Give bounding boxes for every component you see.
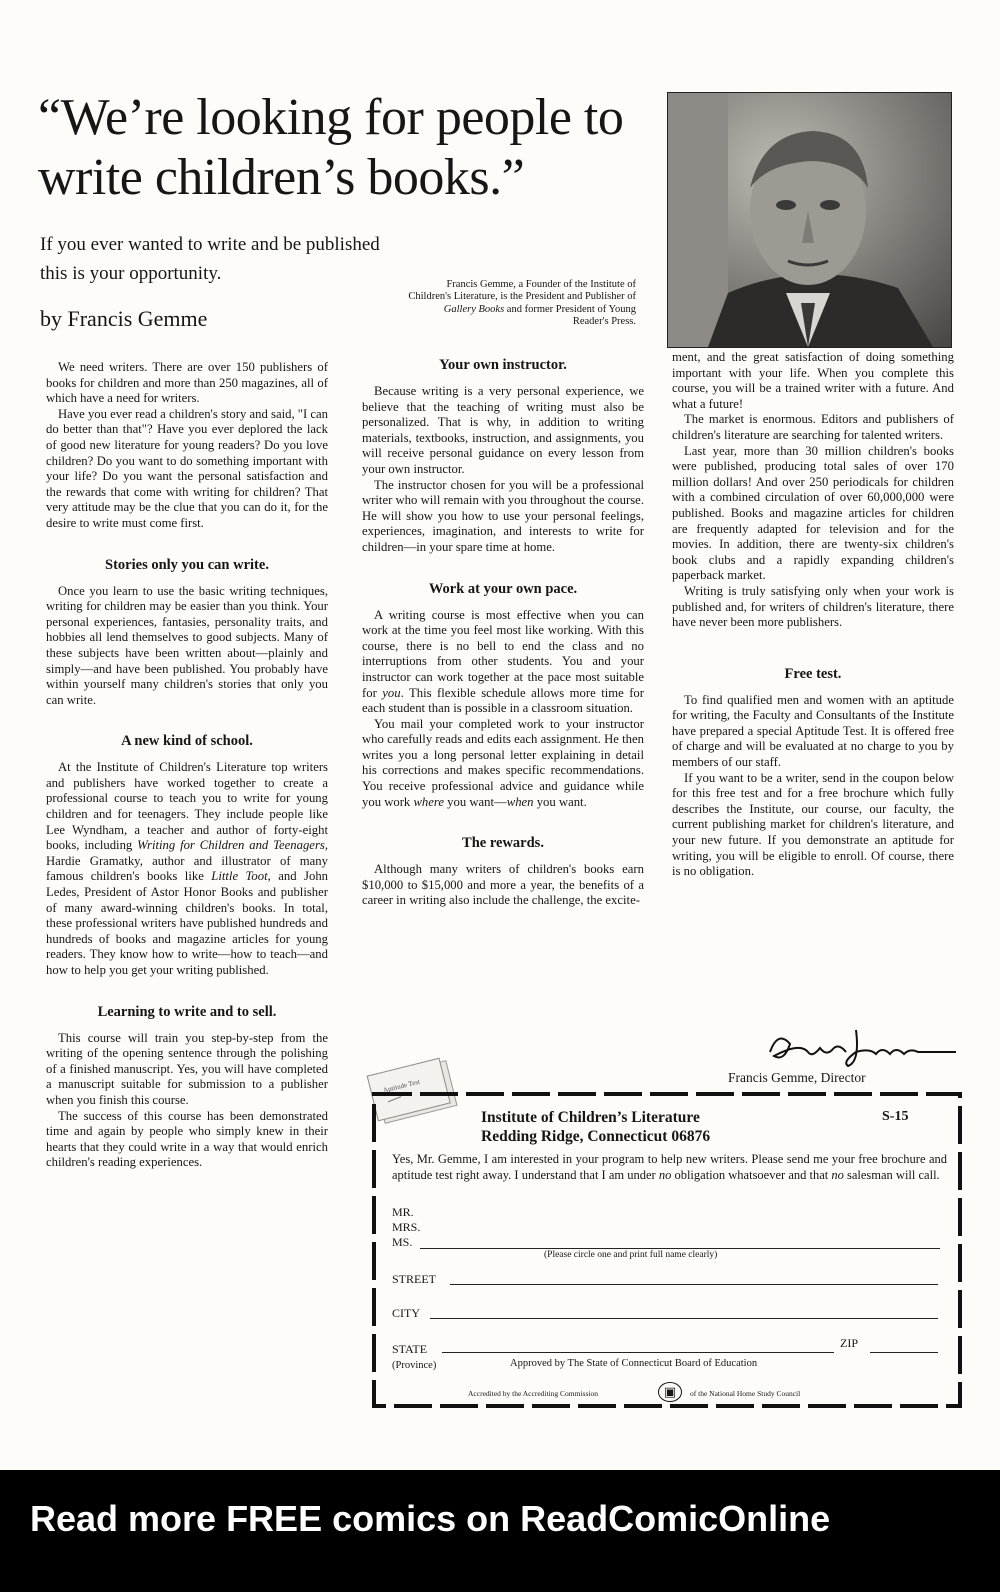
coupon-body-text: Yes, Mr. Gemme, I am interested in your program to help new writers. Please send me your free brochure and aptitude test right away. I understand that I am under no obligation whatsoever and that no salesman will call. [392,1152,947,1182]
booklet-title: Aptitude Test [382,1077,421,1095]
accreditation-seal-icon: ▣ [658,1382,682,1402]
pace-paragraph-2: You mail your completed work to your instructor who carefully reads and edits each assignment. He then writes you a long personal letter explaining in detail his corrections and makes specific recommendations. You receive professional advice and guidance while you work where you want—when you want. [362,716,644,809]
subheadline: If you ever wanted to write and be published this is your opportunity. [40,234,380,284]
accreditation-note-left: Accredited by the Accrediting Commission [468,1389,598,1398]
approval-note: Approved by The State of Connecticut Board of Education [510,1358,758,1369]
city-label: CITY [392,1306,420,1320]
signature-image [760,1022,960,1072]
section-heading-free-test: Free test. [784,665,842,682]
pace-paragraph-1: A writing course is most effective when you can work at the time you feel most like working. With this course, there is no bell to end the class and no interruptions from other students. You and your instructor can work together at the pace most suitable for you. This flexible schedule allows more time for each student than is possible in a classroom situation. [362,607,644,716]
order-coupon [372,1092,962,1408]
name-field-hint: (Please circle one and print full name clearly) [544,1250,718,1260]
street-input-line[interactable] [450,1270,938,1285]
title-option-mr[interactable]: MR. [392,1205,414,1219]
intro-paragraph-1: We need writers. There are over 150 publishers of books for children and more than 250 magazines, all of which have a need for writers. [46,360,328,406]
column-2 [362,356,644,909]
continued-paragraph: ment, and the great satisfaction of doing something important with your life. When you complete this course, you will be a trained writer with a future. And what a future! [672,350,954,411]
section-heading-instructor: Your own instructor. [439,357,567,373]
city-input-line[interactable] [430,1304,938,1319]
learning-paragraph-2: The success of this course has been demonstrated time and again by people who simply knew in their hearts that they could write in a way that would enrich children's reading experiences. [46,1108,328,1170]
headline: “We’re looking for people to write children’s books.” [38,89,624,206]
photo-caption: Francis Gemme, a Founder of the Institute of Children's Literature, is the President and Publisher of Gallery Books and former President of Young Reader's Press. [408,279,636,328]
free-test-paragraph-1: To find qualified men and women with an aptitude for writing, the Faculty and Consultants of the Institute have prepared a special Aptitude Test. It is offered free of charge and will be evaluated at no charge to you by members of our staff. [672,692,954,770]
market-paragraph-3: Writing is truly satisfying only when your work is published and, for writers of children's literature, there have never been more publishers. [672,583,954,630]
footer-promo-text[interactable]: Read more FREE comics on ReadComicOnline [30,1498,831,1539]
accreditation-note-right: of the National Home Study Council [690,1389,801,1398]
byline: by Francis Gemme [40,306,208,331]
director-name: Francis Gemme, Director [728,1070,866,1085]
footer-banner[interactable] [0,1470,1000,1592]
market-paragraph-1: The market is enormous. Editors and publishers of children's literature are searching for talented writers. [672,412,954,442]
section-heading-school: A new kind of school. [121,733,253,750]
state-label: STATE [392,1342,428,1356]
coupon-institute-address: Institute of Children’s Literature Redding Ridge, Connecticut 06876 [481,1109,711,1145]
state-input-line[interactable] [442,1338,834,1353]
section-heading-rewards: The rewards. [462,835,544,852]
title-option-ms[interactable]: MS. [392,1235,413,1249]
author-portrait-image [668,93,951,347]
rewards-paragraph: Although many writers of children's books earn $10,000 to $15,000 and more a year, the benefits of a career in writing also include the challenge, the excite- [362,862,644,908]
zip-label: ZIP [840,1336,858,1350]
name-input-line[interactable] [420,1234,940,1249]
intro-paragraph-2: Have you ever read a children's story and said, "I can do better than that"? Have you ever deplored the lack of good new literature for young readers? Do you love children? Do you want to do something important with your life? Do you want the personal satisfaction and the rewards that come with writing for children? That very attitude may be the clue that you can do it, for the desire to write must come first. [46,406,328,530]
coupon-code: S-15 [882,1109,909,1124]
instructor-paragraph-1: Because writing is a very personal experience, we believe that the teaching of writing must also be personalized. That is why, in addition to writing materials, textbooks, instruction, and assignments, you will receive personal guidance on every lesson from your own instructor. [362,384,644,476]
column-3 [672,350,954,880]
section-heading-learning: Learning to write and to sell. [97,1003,277,1020]
street-label: STREET [392,1272,436,1286]
section-heading-stories: Stories only you can write. [105,556,269,573]
free-test-paragraph-2: If you want to be a writer, send in the coupon below for this free test and for a free brochure which fully describes the Institute, our course, our faculty, the current publishing market for children's literature, and your new future. If you demonstrate an aptitude for writing, you will be eligible to enroll. Of course, there is no obligation. [672,770,954,879]
author-photo [667,92,952,348]
stories-paragraph: Once you learn to use the basic writing techniques, writing for children may be easier than you think. Your personal experiences, fantasies, personality traits, and hobbies all lend themselves to good subjects. Many of these subjects have been written about—plainly and simply—and have been published. You probably have within yourself many children's stories that only you can write. [46,583,328,707]
column-1 [46,360,328,1171]
market-paragraph-2: Last year, more than 30 million children's books were published, producing total sales of over 170 million dollars! And over 250 periodicals for children with a combined circulation of over 60,000,000 were published. Books and magazine articles for children are frequently adapted for television and for the movies. In addition, there are twenty-six children's book clubs and a rapidly expanding children's paperback market. [672,443,954,583]
instructor-paragraph-2: The instructor chosen for you will be a professional writer who will remain with you throughout the course. He will show you how to use your personal feelings, experiences, imagination, and interests to write for children—in your spare time at home. [362,477,644,554]
section-heading-pace: Work at your own pace. [428,580,578,597]
learning-paragraph-1: This course will train you step-by-step from the writing of the opening sentence through the polishing of a finished manuscript. Yes, you will have completed a manuscript suitable for submission to a publisher when you finish this course. [46,1030,328,1107]
province-label: (Province) [392,1360,437,1371]
school-paragraph: At the Institute of Children's Literature top writers and publishers have worked together to create a professional course to teach you to write for young children and for teenagers. They include people like Lee Wyndham, a teacher and author of forty-eight books, including Writing for Children and Teenagers, Hardie Gramatky, author and illustrator of many famous children's books like Little Toot, and John Ledes, President of Astor Honor Books and publisher of many award-winning children's books. In total, these professional writers have published hundreds and hundreds of books and magazine articles for young readers. They know how to write—how to teach—and how to help you get your writing published. [46,760,329,977]
title-option-mrs[interactable]: MRS. [392,1220,421,1234]
zip-input-line[interactable] [870,1338,938,1353]
